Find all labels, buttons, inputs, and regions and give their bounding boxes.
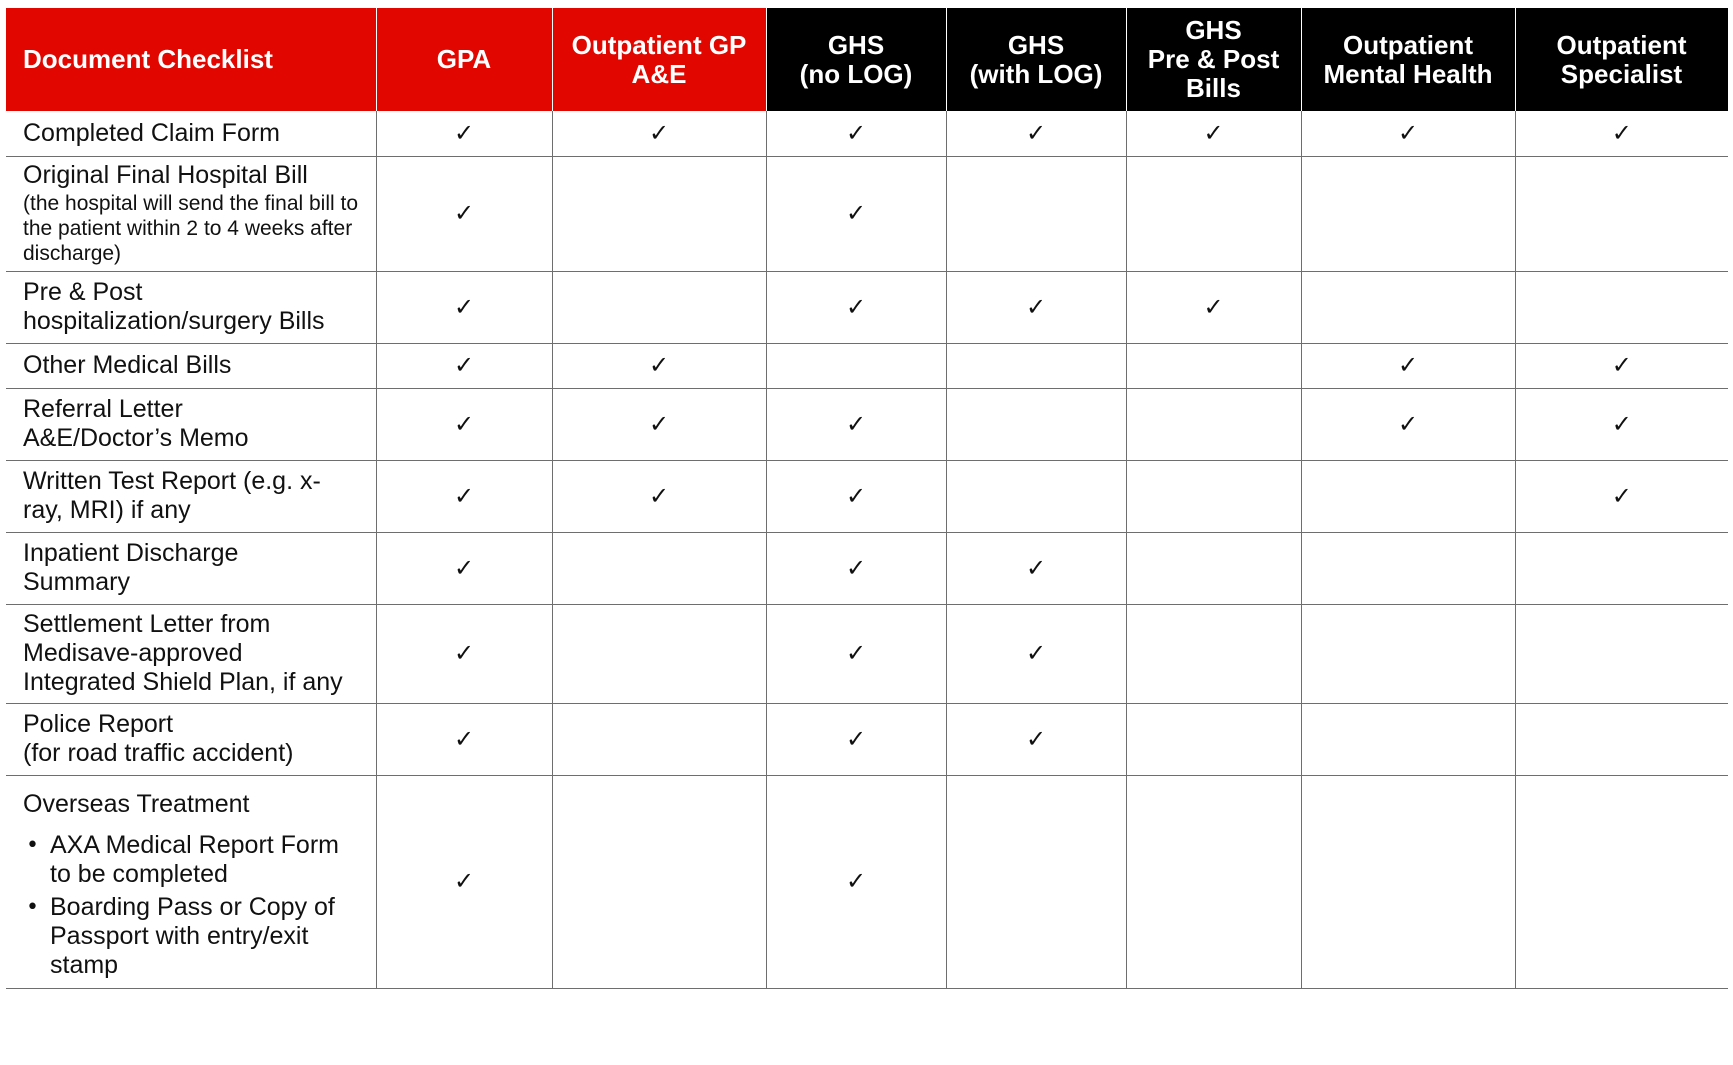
check-mark-icon: ✓ <box>845 553 867 582</box>
check-cell-outpatient-specialist <box>1515 532 1728 604</box>
check-cell-gpa <box>376 271 552 343</box>
check-cell-outpatient-mental-health <box>1301 460 1515 532</box>
check-mark-icon: ✓ <box>1025 118 1047 147</box>
document-cell <box>6 775 376 988</box>
table-row <box>6 111 1728 156</box>
check-mark-icon: ✓ <box>453 481 475 510</box>
check-cell-ghs-no-log <box>766 111 946 156</box>
check-cell-ghs-with-log <box>946 111 1126 156</box>
check-mark-icon: ✓ <box>648 409 670 438</box>
header-cell-ghs-pre-post-bills: GHS Pre & Post Bills <box>1126 8 1301 111</box>
document-label: Completed Claim Form <box>23 118 281 147</box>
check-mark-icon: ✓ <box>648 118 670 147</box>
table-row <box>6 460 1728 532</box>
check-cell-ghs-no-log <box>766 532 946 604</box>
document-label: Referral Letter A&E/Doctor’s Memo <box>23 395 249 452</box>
document-label: Other Medical Bills <box>23 351 232 379</box>
check-cell-ghs-pre-post-bills <box>1126 775 1301 988</box>
check-cell-ghs-no-log <box>766 156 946 271</box>
document-label: Settlement Letter from Medisave-approved Integrated Shield Plan, if any <box>23 610 343 696</box>
header-cell-outpatient-gp: Outpatient GP A&E <box>552 8 766 111</box>
check-cell-gpa <box>376 111 552 156</box>
check-cell-outpatient-gp <box>552 343 766 388</box>
check-cell-gpa <box>376 343 552 388</box>
check-cell-ghs-no-log <box>766 703 946 775</box>
check-mark-icon: ✓ <box>845 724 867 753</box>
check-cell-ghs-with-log <box>946 460 1126 532</box>
check-cell-ghs-pre-post-bills <box>1126 271 1301 343</box>
table-row <box>6 775 1728 988</box>
check-cell-outpatient-mental-health <box>1301 156 1515 271</box>
check-cell-ghs-no-log <box>766 271 946 343</box>
check-cell-gpa <box>376 703 552 775</box>
check-mark-icon: ✓ <box>845 292 867 321</box>
check-cell-outpatient-gp <box>552 388 766 460</box>
table-row <box>6 271 1728 343</box>
document-label: Original Final Hospital Bill <box>23 161 308 189</box>
check-mark-icon: ✓ <box>845 409 867 438</box>
header-cell-document-checklist: Document Checklist <box>6 8 376 111</box>
check-cell-ghs-with-log <box>946 604 1126 703</box>
check-cell-outpatient-specialist <box>1515 775 1728 988</box>
check-cell-ghs-with-log <box>946 156 1126 271</box>
document-cell <box>6 271 376 343</box>
table-row <box>6 703 1728 775</box>
check-cell-gpa <box>376 460 552 532</box>
check-cell-outpatient-gp <box>552 604 766 703</box>
document-label: Pre & Post hospitalization/surgery Bills <box>23 278 325 335</box>
check-cell-outpatient-gp <box>552 156 766 271</box>
check-cell-ghs-with-log <box>946 388 1126 460</box>
document-cell <box>6 532 376 604</box>
check-cell-outpatient-mental-health <box>1301 271 1515 343</box>
check-mark-icon: ✓ <box>453 639 475 667</box>
check-cell-ghs-pre-post-bills <box>1126 343 1301 388</box>
check-cell-outpatient-gp <box>552 460 766 532</box>
check-mark-icon: ✓ <box>1611 351 1632 379</box>
header-cell-outpatient-specialist: Outpatient Specialist <box>1515 8 1728 111</box>
check-mark-icon: ✓ <box>1025 639 1047 667</box>
document-cell <box>6 343 376 388</box>
check-cell-ghs-with-log <box>946 775 1126 988</box>
check-cell-ghs-with-log <box>946 271 1126 343</box>
check-mark-icon: ✓ <box>1203 118 1224 147</box>
check-cell-outpatient-gp <box>552 703 766 775</box>
document-checklist-table <box>6 8 1729 989</box>
check-mark-icon: ✓ <box>1611 118 1632 147</box>
check-cell-outpatient-specialist <box>1515 156 1728 271</box>
check-cell-outpatient-specialist <box>1515 343 1728 388</box>
document-label: Written Test Report (e.g. x- ray, MRI) if any <box>23 467 321 524</box>
check-cell-outpatient-specialist <box>1515 460 1728 532</box>
check-mark-icon: ✓ <box>453 292 475 321</box>
check-cell-outpatient-specialist <box>1515 388 1728 460</box>
check-cell-outpatient-mental-health <box>1301 388 1515 460</box>
check-cell-gpa <box>376 775 552 988</box>
document-cell <box>6 111 376 156</box>
check-mark-icon: ✓ <box>453 724 475 753</box>
check-cell-ghs-pre-post-bills <box>1126 111 1301 156</box>
check-cell-outpatient-specialist <box>1515 271 1728 343</box>
check-cell-ghs-pre-post-bills <box>1126 703 1301 775</box>
check-cell-gpa <box>376 604 552 703</box>
document-cell <box>6 703 376 775</box>
check-mark-icon: ✓ <box>1397 118 1419 147</box>
check-mark-icon: ✓ <box>845 639 867 667</box>
check-cell-ghs-with-log <box>946 532 1126 604</box>
document-cell <box>6 156 376 271</box>
document-label: Overseas Treatment <box>23 789 250 818</box>
check-cell-outpatient-gp <box>552 775 766 988</box>
document-label: Police Report (for road traffic accident) <box>23 710 294 767</box>
document-cell <box>6 604 376 703</box>
check-cell-ghs-no-log <box>766 460 946 532</box>
document-cell <box>6 388 376 460</box>
check-cell-ghs-no-log <box>766 604 946 703</box>
document-bullet-item: • AXA Medical Report Form to be completed <box>50 831 366 889</box>
header-row <box>6 8 1728 111</box>
check-cell-outpatient-specialist <box>1515 604 1728 703</box>
table-row <box>6 532 1728 604</box>
check-cell-ghs-with-log <box>946 343 1126 388</box>
check-mark-icon: ✓ <box>1025 292 1047 321</box>
check-cell-outpatient-specialist <box>1515 703 1728 775</box>
document-cell <box>6 460 376 532</box>
document-bullet-list <box>23 831 366 980</box>
check-mark-icon: ✓ <box>453 199 475 227</box>
check-cell-gpa <box>376 156 552 271</box>
document-label: Inpatient Discharge Summary <box>23 539 239 596</box>
check-cell-ghs-no-log <box>766 775 946 988</box>
check-cell-outpatient-mental-health <box>1301 604 1515 703</box>
check-cell-ghs-pre-post-bills <box>1126 460 1301 532</box>
check-cell-outpatient-specialist <box>1515 111 1728 156</box>
check-mark-icon: ✓ <box>845 481 867 510</box>
check-mark-icon: ✓ <box>453 409 475 438</box>
check-mark-icon: ✓ <box>1397 409 1419 438</box>
document-bullet-item: • Boarding Pass or Copy of Passport with entry/exit stamp <box>50 893 366 980</box>
check-cell-gpa <box>376 388 552 460</box>
checklist-body <box>6 111 1728 988</box>
check-mark-icon: ✓ <box>648 351 670 379</box>
table-row <box>6 604 1728 703</box>
check-cell-ghs-pre-post-bills <box>1126 532 1301 604</box>
header-cell-gpa: GPA <box>376 8 552 111</box>
check-cell-outpatient-mental-health <box>1301 703 1515 775</box>
check-cell-outpatient-gp <box>552 271 766 343</box>
header-cell-ghs-no-log: GHS (no LOG) <box>766 8 946 111</box>
check-mark-icon: ✓ <box>453 867 475 895</box>
check-cell-gpa <box>376 532 552 604</box>
header-cell-outpatient-mental-health: Outpatient Mental Health <box>1301 8 1515 111</box>
check-mark-icon: ✓ <box>1611 409 1632 438</box>
check-cell-ghs-no-log <box>766 343 946 388</box>
check-cell-ghs-with-log <box>946 703 1126 775</box>
check-mark-icon: ✓ <box>845 199 867 227</box>
check-cell-ghs-pre-post-bills <box>1126 604 1301 703</box>
check-mark-icon: ✓ <box>845 118 867 147</box>
check-cell-ghs-pre-post-bills <box>1126 156 1301 271</box>
check-cell-outpatient-mental-health <box>1301 775 1515 988</box>
check-mark-icon: ✓ <box>1397 351 1419 379</box>
check-cell-outpatient-mental-health <box>1301 343 1515 388</box>
check-mark-icon: ✓ <box>453 118 475 147</box>
table-row <box>6 156 1728 271</box>
check-mark-icon: ✓ <box>648 481 670 510</box>
check-mark-icon: ✓ <box>1203 292 1224 321</box>
check-mark-icon: ✓ <box>1025 553 1047 582</box>
check-cell-ghs-pre-post-bills <box>1126 388 1301 460</box>
table-row <box>6 343 1728 388</box>
document-note: (the hospital will send the final bill to the patient within 2 to 4 weeks after discharge) <box>23 192 359 265</box>
check-mark-icon: ✓ <box>1611 481 1632 510</box>
header-cell-ghs-with-log: GHS (with LOG) <box>946 8 1126 111</box>
check-cell-outpatient-mental-health <box>1301 532 1515 604</box>
check-cell-ghs-no-log <box>766 388 946 460</box>
check-cell-outpatient-mental-health <box>1301 111 1515 156</box>
check-mark-icon: ✓ <box>1025 724 1047 753</box>
check-mark-icon: ✓ <box>845 867 867 895</box>
check-mark-icon: ✓ <box>453 351 475 379</box>
table-row <box>6 388 1728 460</box>
check-cell-outpatient-gp <box>552 532 766 604</box>
check-mark-icon: ✓ <box>453 553 475 582</box>
check-cell-outpatient-gp <box>552 111 766 156</box>
